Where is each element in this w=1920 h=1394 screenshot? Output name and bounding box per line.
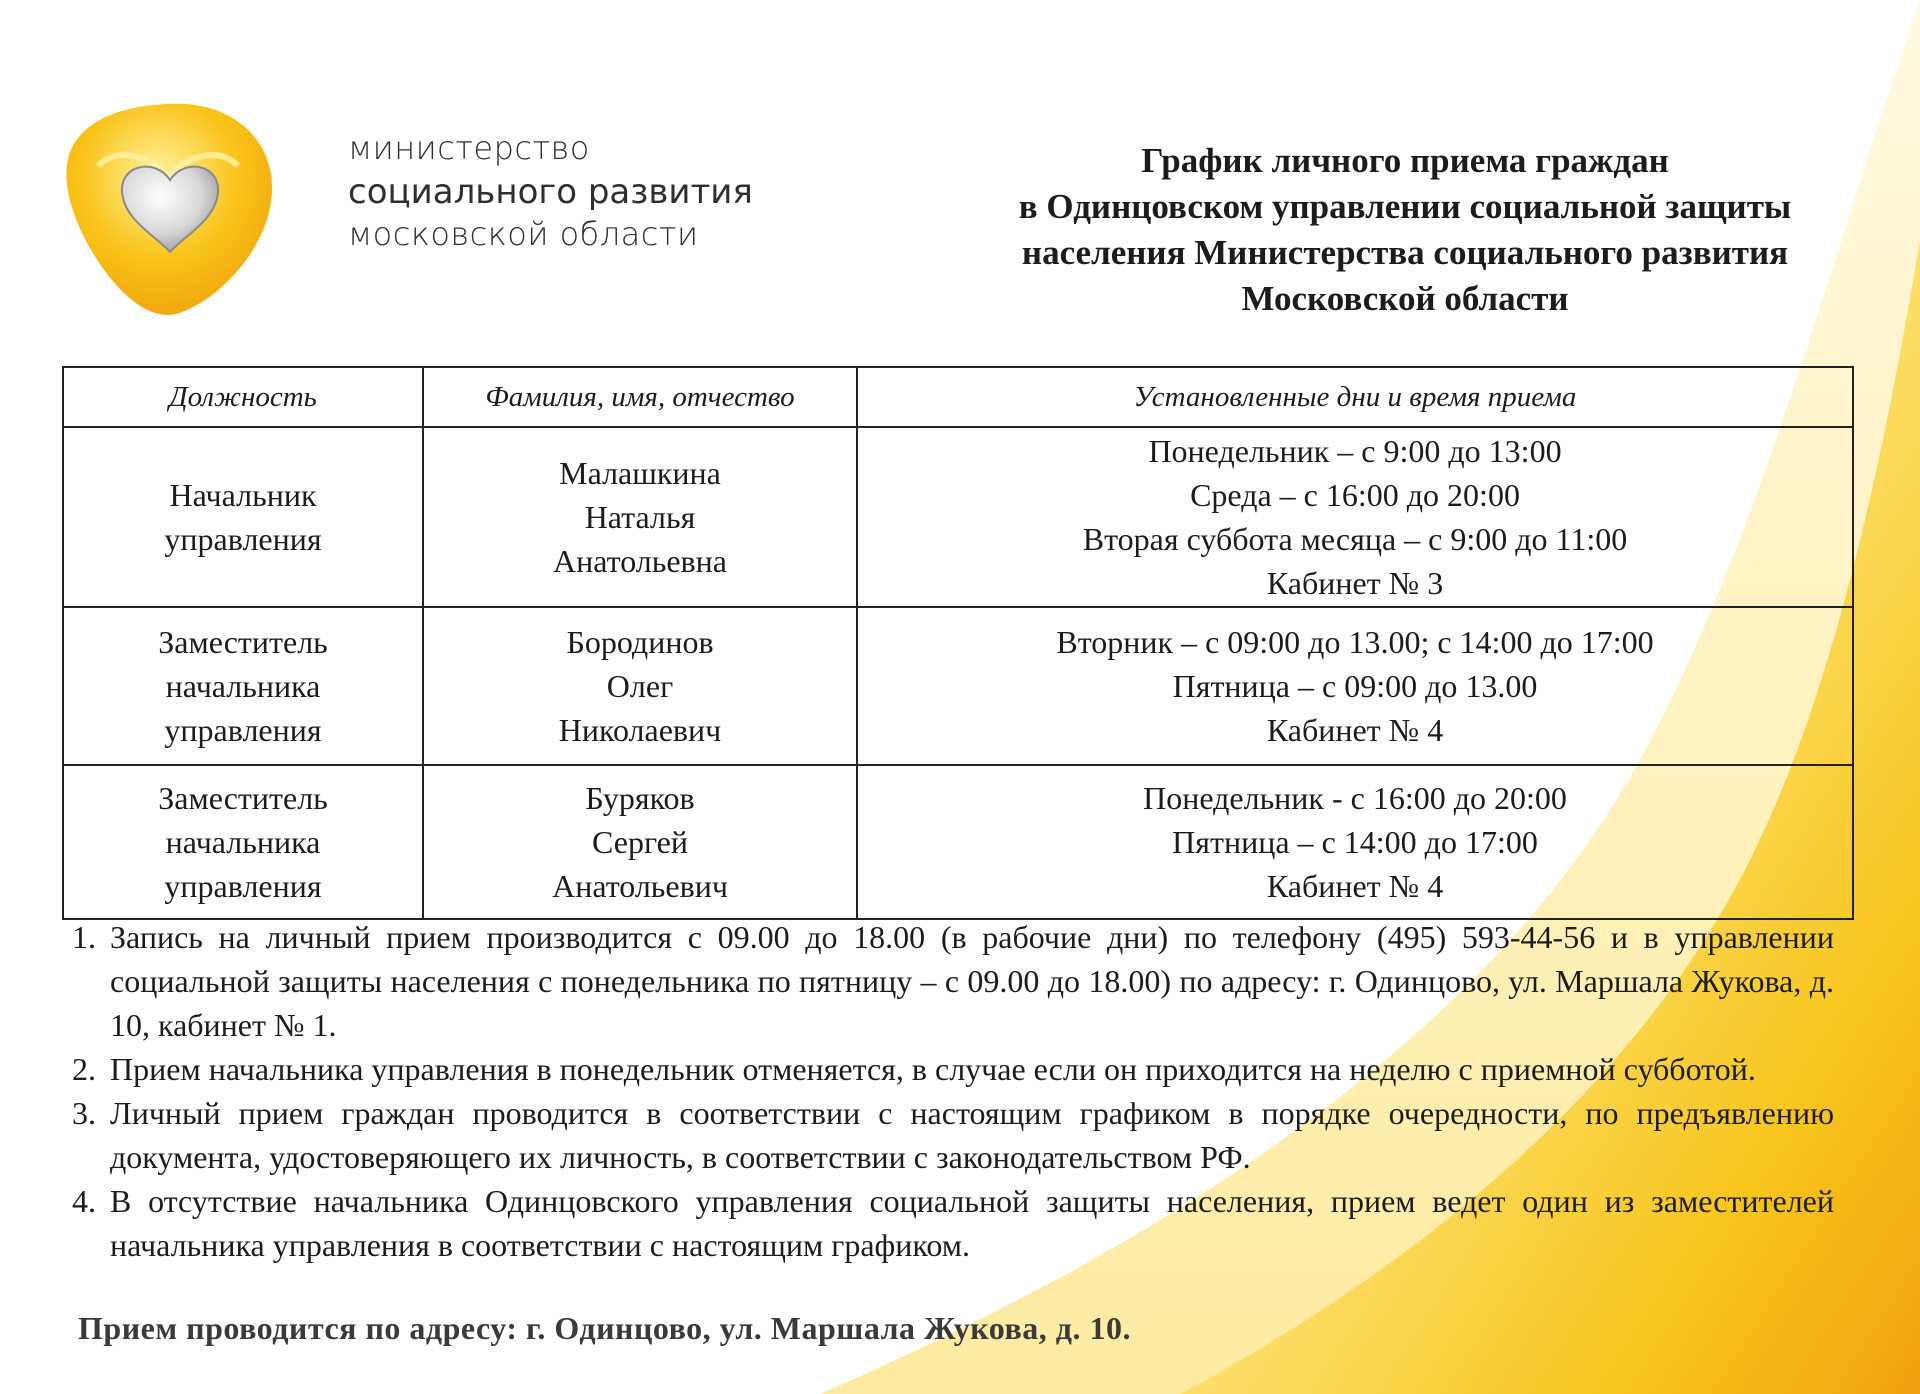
table-row — [63, 765, 1853, 919]
note-text: В отсутствие начальника Одинцовского управления социальной защиты населения, прием ведет один из заместителей начальника управления в соответствии с настоящим графиком. — [110, 1183, 1834, 1263]
position-cell — [63, 607, 423, 765]
title-line: Московской области — [1241, 279, 1569, 318]
cabinet-number: Кабинет № 4 — [1266, 712, 1444, 748]
schedule-line: Вторник – с 09:00 до 13.00; с 14:00 до 17:00 — [1056, 624, 1654, 660]
reception-address: Прием проводится по адресу: г. Одинцово, ул. Маршала Жукова, д. 10. — [78, 1310, 1131, 1346]
note-text: Прием начальника управления в понедельник отменяется, в случае если он приходится на неделю с приемной субботой. — [110, 1051, 1756, 1087]
list-item — [72, 1091, 1834, 1179]
position-line: начальника — [165, 668, 321, 704]
position-line: Заместитель — [158, 780, 328, 816]
heart-in-hands-logo — [58, 96, 278, 320]
name-line: Малашкина — [559, 455, 721, 491]
name-line: Николаевич — [558, 712, 722, 748]
name-line: Сергей — [592, 824, 688, 860]
cabinet-number: Кабинет № 4 — [1266, 868, 1444, 904]
schedule-line: Пятница – с 09:00 до 13.00 — [1172, 668, 1538, 704]
name-line: Анатольевна — [553, 543, 727, 579]
position-line: управления — [164, 521, 322, 557]
title-line: График личного приема граждан — [1141, 141, 1669, 180]
position-line: начальника — [165, 824, 321, 860]
schedule-line: Понедельник - с 16:00 до 20:00 — [1143, 780, 1567, 816]
list-item — [72, 1179, 1834, 1267]
position-line: управления — [164, 868, 322, 904]
ministry-name — [348, 128, 753, 255]
name-line: Наталья — [584, 499, 696, 535]
position-cell — [63, 765, 423, 919]
header-full-name: Фамилия, имя, отчество — [423, 367, 857, 427]
header-position: Должность — [63, 367, 423, 427]
cabinet-number: Кабинет № 3 — [1266, 565, 1444, 601]
position-line: Начальник — [169, 477, 317, 513]
ministry-line-3: московской области — [348, 214, 699, 253]
note-number: 4. — [72, 1183, 96, 1219]
title-line: в Одинцовском управлении социальной защиты — [1018, 187, 1792, 226]
position-cell — [63, 427, 423, 607]
list-item — [72, 1047, 1834, 1091]
name-cell — [423, 765, 857, 919]
schedule-line: Вторая суббота месяца – с 9:00 до 11:00 — [1082, 521, 1628, 557]
list-item — [72, 915, 1834, 1047]
reception-schedule-table — [62, 366, 1854, 920]
document-title — [885, 138, 1920, 322]
title-line: населения Министерства социального развития — [1021, 233, 1789, 272]
schedule-line: Понедельник – с 9:00 до 13:00 — [1148, 433, 1562, 469]
notes-list — [72, 915, 1834, 1267]
schedule-cell — [857, 427, 1853, 607]
schedule-cell — [857, 765, 1853, 919]
name-line: Анатольевич — [552, 868, 728, 904]
name-line: Буряков — [585, 780, 695, 816]
name-line: Бородинов — [566, 624, 714, 660]
note-number: 3. — [72, 1095, 96, 1131]
note-number: 2. — [72, 1051, 96, 1087]
ministry-line-2: социального развития — [348, 171, 753, 212]
table-row — [63, 607, 1853, 765]
ministry-line-1: министерство — [348, 129, 590, 167]
note-text: Личный прием граждан проводится в соответствии с настоящим графиком в порядке очередности, по предъявлению документа, удостоверяющего их личность, в соответствии с законодательством РФ. — [110, 1095, 1834, 1175]
note-text: Запись на личный прием производится с 09.00 до 18.00 (в рабочие дни) по телефону (495) 593-44-56 и в управлении социальной защиты населения с понедельника по пятницу – с 09.00 до 18.00) по адресу: г. Одинцово, ул. Маршала Жукова, д. 10, кабинет № 1. — [110, 919, 1834, 1043]
schedule-line: Пятница – с 14:00 до 17:00 — [1172, 824, 1538, 860]
table-row — [63, 427, 1853, 607]
name-line: Олег — [606, 668, 674, 704]
name-cell — [423, 427, 857, 607]
position-line: управления — [164, 712, 322, 748]
note-number: 1. — [72, 919, 96, 955]
name-cell — [423, 607, 857, 765]
header-schedule: Установленные дни и время приема — [857, 367, 1853, 427]
schedule-line: Среда – с 16:00 до 20:00 — [1190, 477, 1520, 513]
table-header-row — [63, 367, 1853, 427]
position-line: Заместитель — [158, 624, 328, 660]
schedule-cell — [857, 607, 1853, 765]
